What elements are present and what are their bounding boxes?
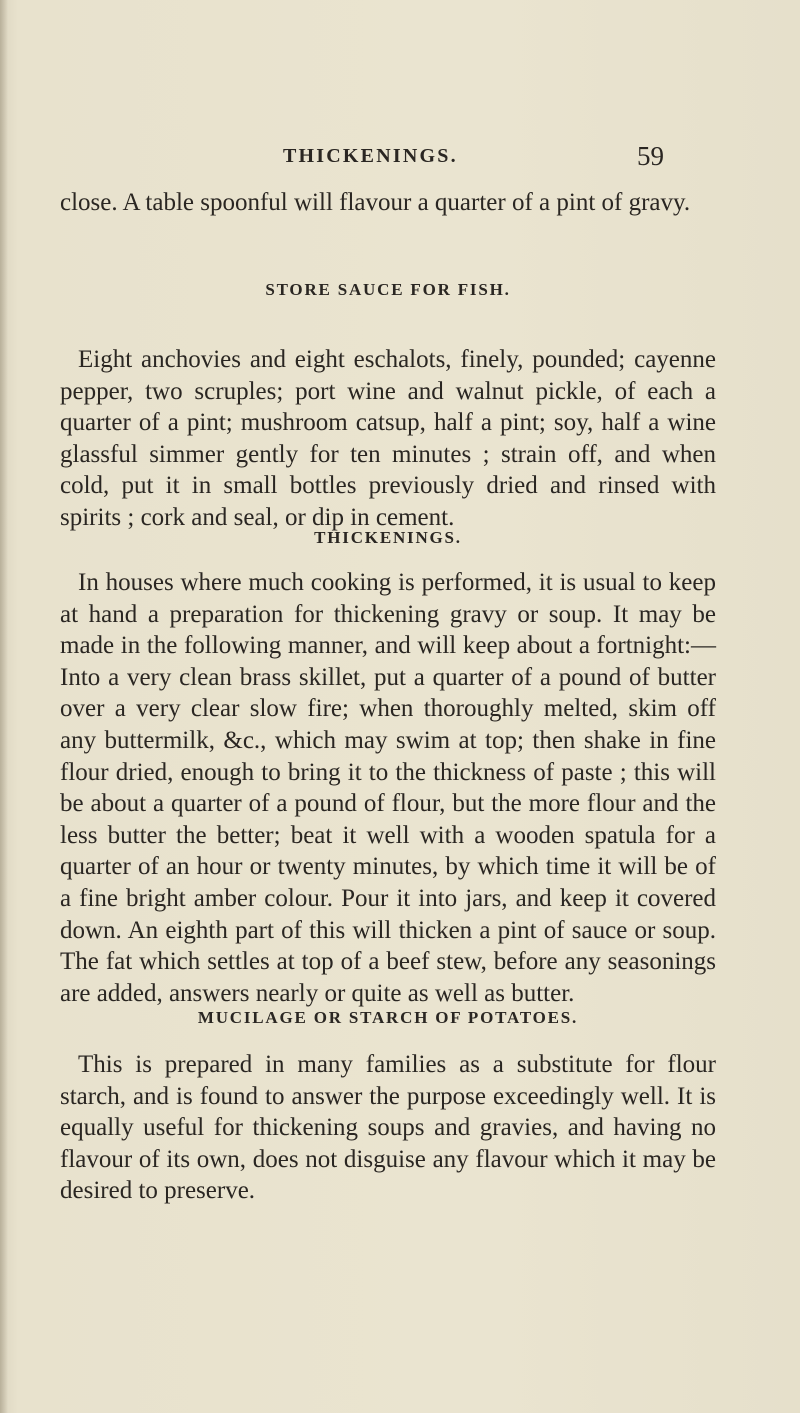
heading-thickenings: THICKENINGS. <box>314 528 462 547</box>
paragraph-store-sauce-recipe: Eight anchovies and eight eschalots, finely, pounded; cayenne pepper, two scruples; port wine and walnut pickle, of each a quarter of a pint; mushroom catsup, half a pint; soy, half a wine glassful simmer gently for ten minutes ; strain off, and when cold, put it in small bottles previously dried and rinsed with spirits ; cork and seal, or dip in cement. <box>60 346 716 531</box>
gutter-shadow <box>0 0 8 1413</box>
paragraph-thickenings-recipe: In houses where much cooking is performed, it is usual to keep at hand a preparation for thickening gravy or soup. It may be made in the following manner, and will keep about a fortnight:—Into a very clean brass skillet, put a quarter of a pound of butter over a very clear slow fire; when thoroughly melted, skim off any buttermilk, &c., which may swim at top; then shake in fine flour dried, enough to bring it to the thickness of paste ; this will be about a quarter of a pound of flour, but the more flour and the less butter the better; beat it well with a wooden spatula for a quarter of an hour or twenty minutes, by which time it will be of a fine bright amber colour. Pour it into jars, and keep it covered down. An eighth part of this will thicken a pint of sauce or soup. The fat which settles at top of a beef stew, before any seasonings are added, answers nearly or quite as well as butter. <box>60 569 716 1007</box>
paragraph-gravy-flavour: close. A table spoonful will flavour a quarter of a pint of gravy. <box>60 189 691 216</box>
page-number: 59 <box>637 141 664 171</box>
running-head <box>0 141 800 173</box>
paragraph-mucilage-recipe: This is prepared in many families as a substitute for flour starch, and is found to answer the purpose exceedingly well. It is equally useful for thickening soups and gravies, and having no flavour of its own, does not disguise any flavour which it may be desired to preserve. <box>60 1051 716 1205</box>
heading-store-sauce-for-fish: STORE SAUCE FOR FISH. <box>265 280 511 299</box>
heading-mucilage-or-starch: MUCILAGE OR STARCH OF POTATOES. <box>197 1008 579 1027</box>
running-title: THICKENINGS. <box>283 145 458 167</box>
